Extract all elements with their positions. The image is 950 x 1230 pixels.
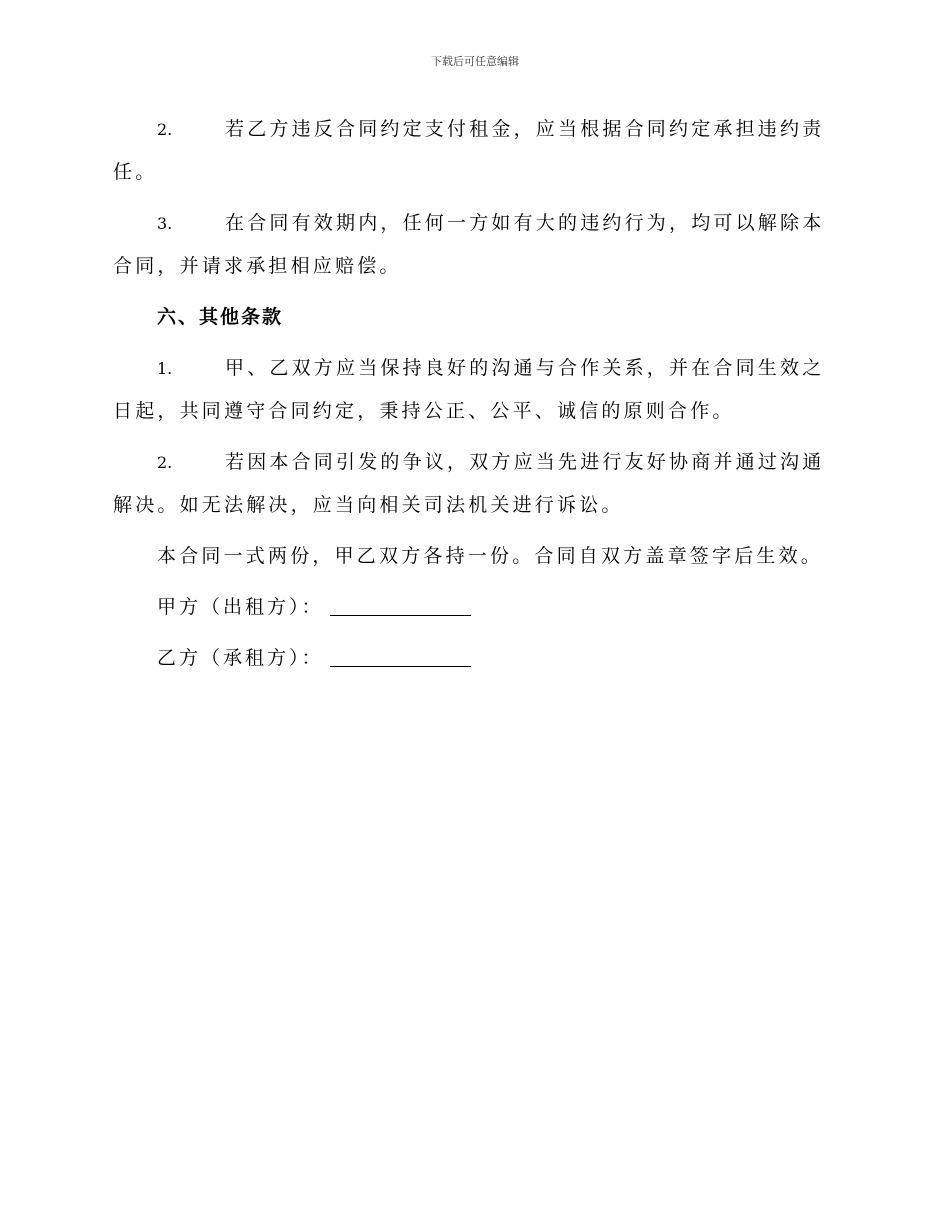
party-b-label: 乙方（承租方）：: [157, 647, 324, 669]
clause-item: [113, 347, 837, 432]
clause-item: [113, 108, 837, 193]
party-a-signature-line: [113, 586, 837, 628]
clause-number: 2.: [157, 120, 173, 139]
clause-number: 1.: [157, 359, 173, 378]
document-body: [113, 108, 837, 688]
clause-text: 甲、乙双方应当保持良好的沟通与合作关系，并在合同生效之日起，共同遵守合同约定，秉持公正、公平、诚信的原则合作。: [113, 357, 825, 422]
clause-number: 2.: [157, 453, 173, 472]
party-b-blank[interactable]: [330, 665, 471, 667]
page-header: 下载后可任意编辑: [431, 55, 519, 68]
clause-text: 若因本合同引发的争议，双方应当先进行友好协商并通过沟通解决。如无法解决，应当向相关司法机关进行诉讼。: [113, 451, 825, 516]
clause-text: 在合同有效期内，任何一方如有大的违约行为，均可以解除本合同，并请求承担相应赔偿。: [113, 212, 825, 277]
section-heading: 六、其他条款: [157, 306, 284, 328]
party-a-blank[interactable]: [330, 614, 471, 616]
closing-statement: 本合同一式两份，甲乙双方各持一份。合同自双方盖章签字后生效。: [157, 545, 824, 567]
clause-item: [113, 441, 837, 526]
party-a-label: 甲方（出租方）：: [157, 596, 324, 618]
clause-item: [113, 202, 837, 287]
clause-number: 3.: [157, 214, 173, 233]
clause-text: 若乙方违反合同约定支付租金，应当根据合同约定承担违约责任。: [113, 118, 825, 183]
party-b-signature-line: [113, 637, 837, 679]
